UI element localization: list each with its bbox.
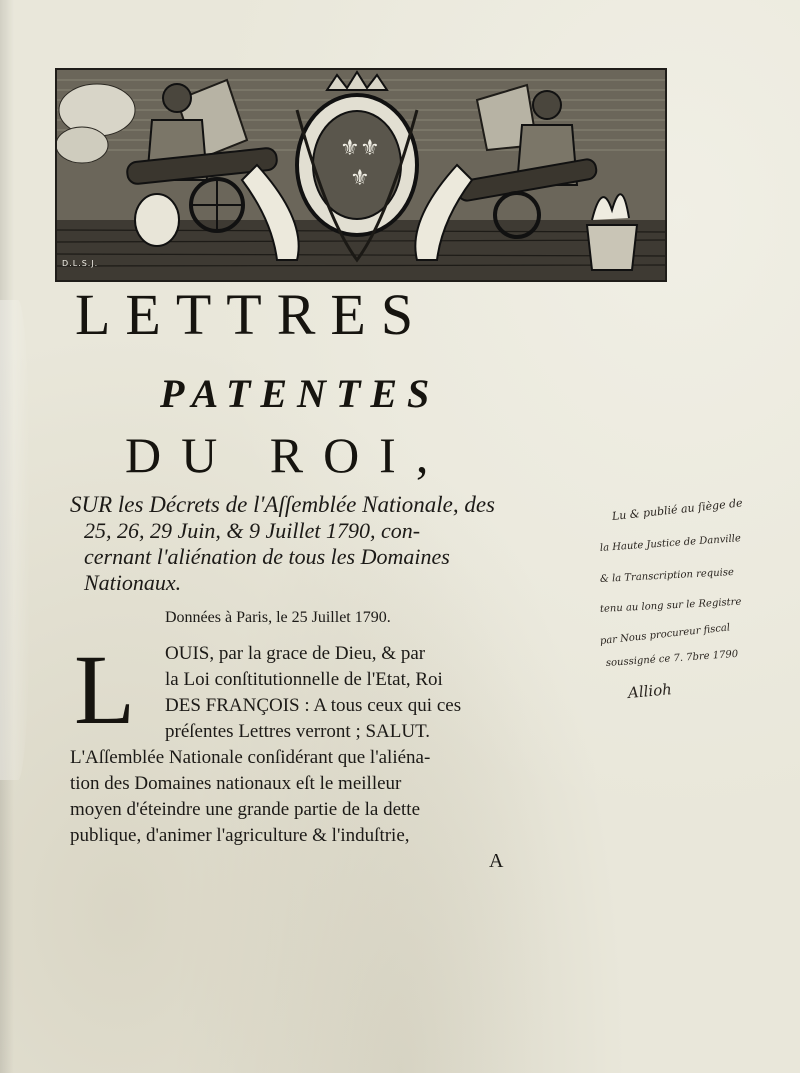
- body-text: [70, 634, 580, 849]
- body-line: OUIS, par la grace de Dieu, & par: [165, 643, 426, 664]
- handwritten-line: soussigné ce 7. 7bre 1790: [605, 648, 739, 669]
- svg-text:⚜: ⚜: [360, 136, 380, 161]
- title-du-roi: DU ROI,: [125, 427, 449, 483]
- handwritten-line: tenu au long sur le Registre: [599, 596, 742, 615]
- subject-line: SUR les Décrets de l'Aſſemblée Nationale, des: [70, 492, 495, 517]
- handwritten-line: & la Transcription requise: [599, 566, 735, 585]
- handwritten-annotation: [600, 488, 800, 718]
- svg-text:⚜: ⚜: [340, 136, 360, 161]
- body-line: moyen d'éteindre une grande partie de la dette: [70, 799, 421, 820]
- subject-line: cernant l'aliénation de tous les Domaines: [84, 544, 450, 569]
- subject-line: 25, 26, 29 Juin, & 9 Juillet 1790, con-: [84, 518, 421, 543]
- paper-crease: [0, 300, 30, 780]
- drop-cap: L: [74, 634, 136, 745]
- body-line: tion des Domaines nationaux eſt le meilleur: [70, 773, 402, 794]
- title-lettres: LETTRES: [75, 282, 429, 347]
- body-line: publique, d'animer l'agriculture & l'induſtrie,: [70, 825, 410, 846]
- title-patentes: PATENTES: [160, 371, 440, 416]
- body-line: DES FRANÇOIS : A tous ceux qui ces: [165, 695, 462, 716]
- engraved-vignette: [55, 68, 667, 282]
- body-line: L'Aſſemblée Nationale conſidérant que l'aliéna-: [70, 747, 431, 768]
- handwritten-line: Lu & publié au ſiège de: [611, 496, 744, 523]
- engraver-mark: D.L.S.J.: [62, 259, 99, 268]
- dateline: Données à Paris, le 25 Juillet 1790.: [165, 609, 391, 626]
- handwritten-line: la Haute Justice de Danville: [599, 533, 742, 554]
- signature: Allioh: [627, 680, 673, 702]
- subject-line: Nationaux.: [84, 570, 182, 595]
- handwritten-line: par Nous procureur fiscal: [599, 622, 731, 647]
- body-line: la Loi conſtitutionnelle de l'Etat, Roi: [165, 669, 443, 690]
- svg-text:⚜: ⚜: [350, 166, 370, 191]
- subject-paragraph: [70, 492, 595, 596]
- catchword: A: [489, 850, 504, 872]
- body-line: préſentes Lettres verront ; SALUT.: [165, 721, 431, 742]
